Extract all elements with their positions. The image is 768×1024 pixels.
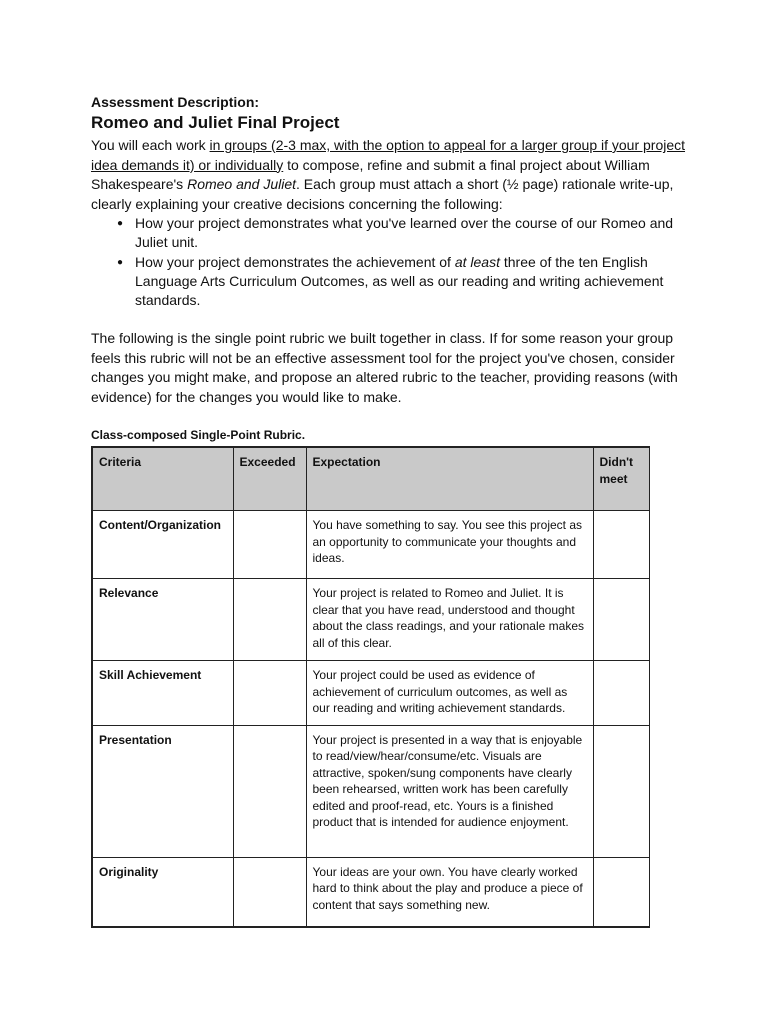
list-item	[117, 253, 695, 310]
intro-text-3: . Each group must attach a short (½ page) rationale write-up, clearly explaining your creative decisions concerning the following:	[91, 176, 674, 212]
exceeded-cell	[233, 725, 306, 857]
table-row	[92, 511, 649, 579]
criteria-cell: Presentation	[92, 725, 233, 857]
bullet-icon: ●	[117, 257, 124, 268]
expectation-cell: You have something to say. You see this project as an opportunity to communicate your thoughts and ideas.	[306, 511, 593, 579]
exceeded-cell	[233, 579, 306, 661]
rubric-table	[91, 446, 650, 928]
criteria-cell: Originality	[92, 857, 233, 927]
bullet-icon: ●	[117, 218, 124, 229]
didnt-meet-cell	[593, 857, 649, 927]
exceeded-cell	[233, 511, 306, 579]
rubric-instructions: The following is the single point rubric we built together in class. If for some reason your group feels this rubric will not be an effective assessment tool for the project you've chosen, consider changes you might make, and propose an altered rubric to the teacher, providing reasons (with evidence) for the changes you would like to make.	[91, 330, 678, 405]
expectation-cell: Your project could be used as evidence of achievement of curriculum outcomes, as well as our reading and writing achievement standards.	[306, 661, 593, 726]
expectation-cell: Your project is presented in a way that is enjoyable to read/view/hear/consume/etc. Visuals are attractive, spoken/sung components have clearly been rehearsed, written work has been carefully edited and proof-read, etc. Yours is a finished product that is intended for audience enjoyment.	[306, 725, 593, 857]
header-didnt-meet: Didn't meet	[593, 447, 649, 511]
bullet-text-2-emphasis: at least	[454, 254, 500, 270]
intro-text-2: to compose, refine and submit a final project about William Shakespeare's	[91, 156, 650, 192]
exceeded-cell	[233, 661, 306, 726]
intro-play-title: Romeo and Juliet	[187, 176, 297, 192]
bullet-text-1: How your project demonstrates what you've learned over the course of our Romeo and Juliet unit.	[135, 215, 674, 250]
header-exceeded: Exceeded	[233, 447, 306, 511]
intro-group-requirement: in groups (2-3 max, with the option to appeal for a larger group if your project idea demands it) or individually	[91, 137, 686, 173]
rubric-caption: Class-composed Single-Point Rubric.	[91, 428, 306, 442]
table-row	[92, 661, 649, 726]
assessment-label: Assessment Description:	[91, 94, 260, 110]
criteria-cell: Skill Achievement	[92, 661, 233, 726]
header-criteria: Criteria	[92, 447, 233, 511]
header-expectation: Expectation	[306, 447, 593, 511]
requirements-list	[91, 214, 691, 310]
list-item	[117, 214, 695, 252]
page-title: Romeo and Juliet Final Project	[91, 113, 340, 132]
expectation-cell: Your project is related to Romeo and Juliet. It is clear that you have read, understood and thought about the class readings, and your rationale makes all of this clear.	[306, 579, 593, 661]
didnt-meet-cell	[593, 725, 649, 857]
expectation-cell: Your ideas are your own. You have clearly worked hard to think about the play and produce a piece of content that says something new.	[306, 857, 593, 927]
bullet-text-2a: How your project demonstrates the achievement of	[135, 254, 455, 270]
intro-paragraph	[91, 136, 686, 214]
criteria-cell: Content/Organization	[92, 511, 233, 579]
didnt-meet-cell	[593, 511, 649, 579]
didnt-meet-cell	[593, 579, 649, 661]
didnt-meet-cell	[593, 661, 649, 726]
table-row	[92, 857, 649, 927]
intro-text-1: You will each work	[91, 137, 210, 153]
bullet-text-2b: three of the ten English Language Arts Curriculum Outcomes, as well as our reading and writing achievement standards.	[135, 254, 664, 308]
exceeded-cell	[233, 857, 306, 927]
criteria-cell: Relevance	[92, 579, 233, 661]
table-header-row	[92, 447, 649, 511]
document-page	[91, 92, 691, 928]
table-row	[92, 579, 649, 661]
table-row	[92, 725, 649, 857]
